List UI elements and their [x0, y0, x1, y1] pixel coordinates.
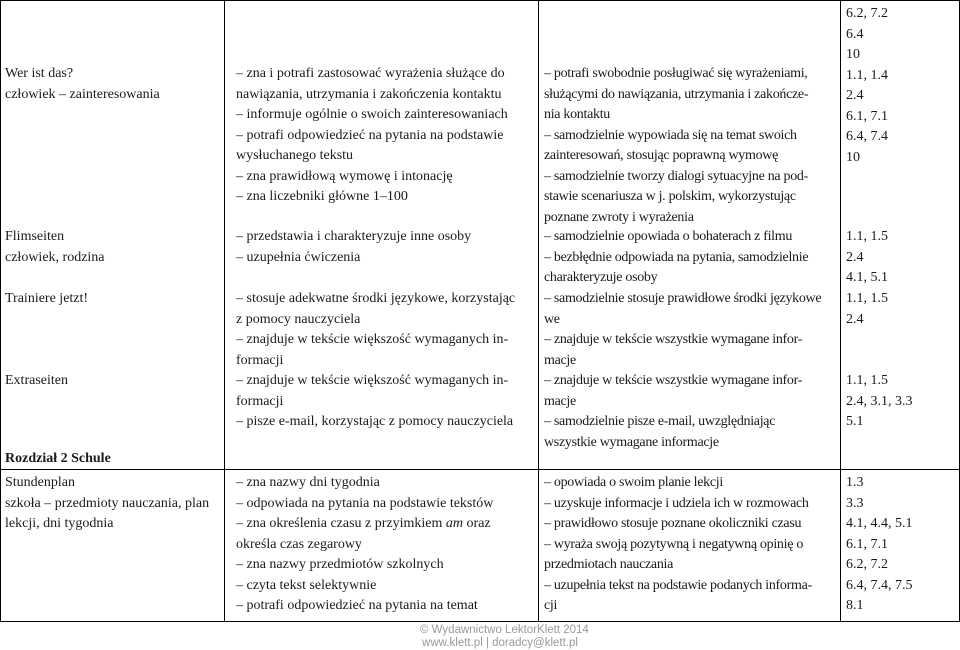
topic-subtitle: człowiek – zainteresowania [5, 86, 160, 102]
requirement-line: poznane zwroty i wyrażenia [544, 209, 694, 225]
extended-requirements-cell [544, 227, 836, 289]
requirement-line: – zna prawidłową wymowę i intonację [236, 168, 453, 184]
basic-requirements-cell [236, 371, 534, 433]
requirement-line: – wyraża swoją pozytywną i negatywną opinię o [544, 536, 804, 552]
code-line: 6.1, 7.1 [846, 536, 888, 552]
requirement-line: z pomocy nauczyciela [236, 311, 361, 327]
requirement-line: – samodzielnie opowiada o bohaterach z filmu [544, 229, 793, 244]
requirement-line: – samodzielnie wypowiada się na temat swoich [544, 127, 797, 143]
code-line: 2.4 [846, 88, 864, 103]
requirement-line: – zna nazwy przedmiotów szkolnych [236, 557, 444, 572]
topic-cell [5, 289, 221, 310]
requirement-line: – opowiada o swoim planie lekcji [544, 475, 723, 490]
basic-requirements-cell [236, 289, 534, 371]
extended-requirements-cell [544, 473, 836, 617]
table-border-left [0, 0, 1, 622]
requirement-line: służącymi do nawiązania, utrzymania i zakończe- [544, 86, 809, 102]
requirement-line: – uzupełnia tekst na podstawie podanych informa- [544, 577, 812, 593]
topic-subtitle: szkoła – przedmioty nauczania, plan [5, 495, 210, 511]
topic-cell [5, 227, 221, 268]
copyright-text: © Wydawnictwo LektorKlett 2014 [420, 624, 589, 636]
requirement-line: – zna liczebniki główne 1–100 [236, 189, 408, 204]
requirement-line: – samodzielnie stosuje prawidłowe środki językowe [544, 291, 822, 306]
requirement-line: cji [544, 598, 558, 613]
code-line: 10 [846, 149, 860, 165]
contact-text: www.klett.pl | doradcy@klett.pl [422, 637, 578, 649]
topic-subtitle: człowiek, rodzina [5, 249, 105, 265]
requirement-line: – samodzielnie pisze e-mail, uwzględniając [544, 414, 776, 429]
basic-requirements-cell [236, 64, 534, 208]
requirement-line: – znajduje w tekście wszystkie wymagane infor- [544, 332, 803, 347]
topic-title: Stundenplan [5, 475, 75, 490]
requirement-line: nia kontaktu [544, 107, 610, 122]
requirement-line: macje [544, 393, 576, 409]
codes-cell [846, 371, 956, 433]
table-border-bottom [0, 621, 960, 622]
requirement-line: – odpowiada na pytania na podstawie tekstów [236, 495, 494, 511]
requirement-line: – pisze e-mail, korzystając z pomocy nauczyciela [236, 414, 514, 429]
code-line: 4.1, 4.4, 5.1 [846, 516, 913, 531]
code-line: 1.3 [846, 475, 864, 490]
code-line: 5.1 [846, 414, 864, 429]
requirement-line: – bezbłędnie odpowiada na pytania, samodzielnie [544, 249, 809, 265]
codes-cell [846, 473, 956, 617]
code-line: 8.1 [846, 598, 864, 613]
code-line: 1.1, 1.5 [846, 229, 888, 244]
code-line: 6.4, 7.4, 7.5 [846, 577, 913, 593]
topic-cell [5, 371, 221, 392]
codes-cell [846, 4, 956, 168]
code-line: 1.1, 1.5 [846, 373, 888, 388]
code-line: 2.4 [846, 311, 864, 327]
column-divider [538, 0, 539, 622]
requirement-line: określa czas zegarowy [236, 536, 362, 552]
requirement-line: stawie scenariusza w j. polskim, wykorzystując [544, 189, 796, 204]
requirement-line: – znajduje w tekście wszystkie wymagane infor- [544, 373, 803, 388]
code-line: 2.4, 3.1, 3.3 [846, 393, 913, 409]
requirement-line: – przedstawia i charakteryzuje inne osoby [236, 229, 472, 244]
topic-title: Extraseiten [5, 373, 68, 388]
basic-requirements-cell [236, 473, 534, 617]
code-line: 6.4, 7.4 [846, 129, 888, 144]
column-divider [840, 0, 841, 622]
topic-cell [5, 64, 221, 105]
requirement-line: – informuje ogólnie o swoich zainteresowaniach [236, 107, 508, 122]
requirement-line: – potrafi odpowiedzieć na pytania na temat [236, 598, 478, 613]
code-line: 10 [846, 47, 860, 62]
requirement-line: zainteresowań, stosując poprawną wymowę [544, 148, 778, 163]
codes-cell [846, 227, 956, 289]
code-line: 6.1, 7.1 [846, 108, 888, 124]
requirement-line: – czyta tekst selektywnie [236, 577, 377, 593]
code-line: 1.1, 1.5 [846, 291, 888, 306]
code-line: 6.4 [846, 26, 864, 42]
code-line: 6.2, 7.2 [846, 557, 888, 572]
requirement-line: – potrafi odpowiedzieć na pytania na podstawie [236, 127, 504, 143]
requirement-line: – zna określenia czasu z przyimkiem am oraz [236, 516, 491, 531]
topic-title: Wer ist das? [5, 66, 74, 81]
code-line: 3.3 [846, 495, 864, 511]
requirement-line: wszystkie wymagane informacje [544, 434, 719, 450]
requirement-line: formacji [236, 393, 284, 409]
chapter-heading: Rozdział 2 Schule [5, 451, 111, 466]
requirement-line: – uzupełnia ćwiczenia [236, 249, 361, 265]
requirement-line: przedmiotach nauczania [544, 557, 674, 572]
publisher-footer [420, 624, 589, 650]
requirement-line: – znajduje w tekście większość wymaganych in- [236, 332, 509, 347]
extended-requirements-cell [544, 371, 836, 453]
extended-requirements-cell [544, 64, 836, 228]
requirement-line: – zna nazwy dni tygodnia [236, 475, 380, 490]
code-line: 1.1, 1.4 [846, 67, 888, 83]
row-divider [0, 469, 960, 470]
code-line: 4.1, 5.1 [846, 270, 888, 285]
codes-cell [846, 289, 956, 330]
requirement-line: – samodzielnie tworzy dialogi sytuacyjne na pod- [544, 168, 808, 184]
requirement-line: macje [544, 352, 576, 368]
topic-cell [5, 473, 221, 535]
topic-title: Trainiere jetzt! [5, 291, 89, 306]
code-line: 6.2, 7.2 [846, 6, 888, 21]
requirement-line: we [544, 311, 560, 327]
requirement-line: – potrafi swobodnie posługiwać się wyrażeniami, [544, 66, 808, 81]
requirement-line: wysłuchanego tekstu [236, 148, 354, 163]
requirement-line: – znajduje w tekście większość wymaganych in- [236, 373, 509, 388]
requirement-line: – prawidłowo stosuje poznane okoliczniki czasu [544, 516, 802, 531]
topic-title: Flimseiten [5, 229, 65, 244]
chapter-heading-cell [5, 449, 221, 470]
topic-subtitle: lekcji, dni tygodnia [5, 516, 114, 531]
requirement-line: formacji [236, 352, 284, 368]
requirement-line: nawiązania, utrzymania i zakończenia kontaktu [236, 86, 502, 102]
requirement-line: – stosuje adekwatne środki językowe, korzystając [236, 291, 516, 306]
requirement-line: – zna i potrafi zastosować wyrażenia służące do [236, 66, 505, 81]
extended-requirements-cell [544, 289, 836, 371]
code-line: 2.4 [846, 249, 864, 265]
requirement-line: – uzyskuje informacje i udziela ich w rozmowach [544, 495, 809, 511]
column-divider [224, 0, 225, 622]
requirement-line: charakteryzuje osoby [544, 270, 658, 285]
basic-requirements-cell [236, 227, 534, 268]
table-border-top [0, 0, 960, 1]
